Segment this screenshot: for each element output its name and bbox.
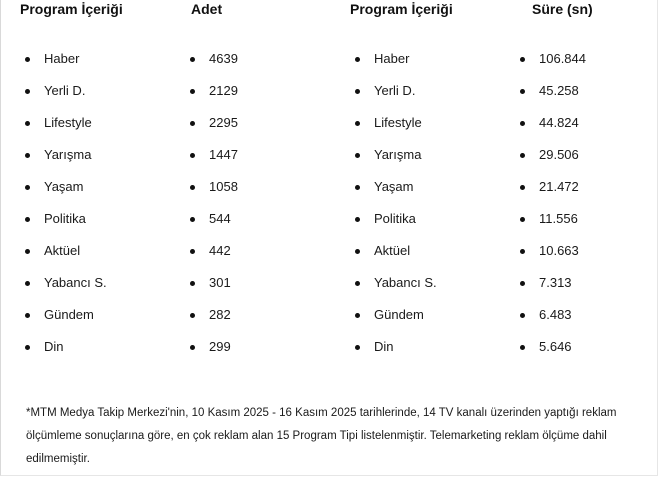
bullet-icon	[355, 185, 360, 190]
list-item	[515, 113, 586, 145]
bullet-icon	[25, 57, 30, 62]
count-value: 2295	[209, 115, 238, 130]
list-item	[515, 177, 586, 209]
bullet-icon	[355, 249, 360, 254]
count-value: 4639	[209, 51, 238, 66]
program-label: Yaşam	[374, 179, 414, 194]
bullet-icon	[520, 345, 525, 350]
bullet-icon	[355, 121, 360, 126]
bullet-icon	[190, 121, 195, 126]
bullet-icon	[25, 121, 30, 126]
bullet-icon	[355, 345, 360, 350]
bullet-icon	[25, 345, 30, 350]
duration-value: 29.506	[539, 147, 579, 162]
bullet-icon	[25, 89, 30, 94]
program-label: Haber	[374, 51, 410, 66]
count-value: 2129	[209, 83, 238, 98]
header-program-content-right: Program İçeriği	[350, 1, 453, 17]
list-item	[515, 209, 586, 241]
bullet-icon	[190, 57, 195, 62]
list-item	[20, 177, 107, 209]
bullet-icon	[355, 89, 360, 94]
program-label: Din	[44, 339, 64, 354]
bullet-icon	[190, 249, 195, 254]
duration-value: 106.844	[539, 51, 586, 66]
bullet-icon	[520, 153, 525, 158]
list-item	[350, 273, 437, 305]
program-label: Aktüel	[374, 243, 411, 258]
bullet-icon	[25, 313, 30, 318]
bullet-icon	[25, 153, 30, 158]
list-item	[515, 337, 586, 369]
list-item	[20, 273, 107, 305]
program-label: Din	[374, 339, 394, 354]
count-value: 299	[209, 339, 231, 354]
bullet-icon	[355, 57, 360, 62]
bullet-icon	[25, 281, 30, 286]
bullet-icon	[190, 153, 195, 158]
list-item	[350, 113, 437, 145]
list-item	[20, 209, 107, 241]
bullet-icon	[520, 217, 525, 222]
list-item	[185, 113, 238, 145]
duration-value: 6.483	[539, 307, 572, 322]
list-item	[185, 305, 238, 337]
list-item	[515, 81, 586, 113]
count-value: 442	[209, 243, 231, 258]
list-item	[515, 273, 586, 305]
program-label: Gündem	[374, 307, 424, 322]
list-item	[350, 49, 437, 81]
bullet-icon	[355, 217, 360, 222]
program-label: Gündem	[44, 307, 94, 322]
list-item	[20, 305, 107, 337]
program-label: Yerli D.	[374, 83, 416, 98]
bullet-icon	[190, 313, 195, 318]
list-item	[20, 113, 107, 145]
list-item	[20, 145, 107, 177]
duration-table-values	[515, 49, 586, 369]
bullet-icon	[520, 313, 525, 318]
list-item	[350, 81, 437, 113]
program-label: Politika	[374, 211, 416, 226]
list-item	[185, 241, 238, 273]
list-item	[515, 305, 586, 337]
bullet-icon	[355, 313, 360, 318]
duration-value: 21.472	[539, 179, 579, 194]
bullet-icon	[520, 281, 525, 286]
list-item	[350, 241, 437, 273]
program-label: Aktüel	[44, 243, 81, 258]
list-item	[20, 49, 107, 81]
program-label: Lifestyle	[44, 115, 92, 130]
header-program-content-left: Program İçeriği	[20, 1, 123, 17]
list-item	[185, 145, 238, 177]
list-item	[20, 337, 107, 369]
bullet-icon	[190, 345, 195, 350]
bullet-icon	[355, 153, 360, 158]
duration-value: 45.258	[539, 83, 579, 98]
list-item	[20, 241, 107, 273]
list-item	[185, 81, 238, 113]
list-item	[185, 49, 238, 81]
list-item	[185, 337, 238, 369]
list-item	[515, 241, 586, 273]
list-item	[350, 145, 437, 177]
program-label: Yabancı S.	[44, 275, 107, 290]
duration-value: 10.663	[539, 243, 579, 258]
list-item	[350, 209, 437, 241]
list-item	[515, 49, 586, 81]
list-item	[20, 81, 107, 113]
list-item	[350, 337, 437, 369]
bullet-icon	[520, 185, 525, 190]
duration-value: 44.824	[539, 115, 579, 130]
count-value: 282	[209, 307, 231, 322]
bullet-icon	[190, 89, 195, 94]
bullet-icon	[520, 57, 525, 62]
duration-value: 7.313	[539, 275, 572, 290]
program-label: Haber	[44, 51, 80, 66]
header-duration: Süre (sn)	[532, 1, 593, 17]
bullet-icon	[25, 217, 30, 222]
header-count: Adet	[191, 1, 223, 17]
list-item	[515, 145, 586, 177]
list-item	[185, 209, 238, 241]
program-label: Yarışma	[44, 147, 92, 162]
program-label: Yarışma	[374, 147, 422, 162]
count-value: 301	[209, 275, 231, 290]
bullet-icon	[520, 249, 525, 254]
program-label: Lifestyle	[374, 115, 422, 130]
bullet-icon	[520, 89, 525, 94]
program-label: Yaşam	[44, 179, 84, 194]
bullet-icon	[190, 185, 195, 190]
count-value: 1058	[209, 179, 238, 194]
bullet-icon	[355, 281, 360, 286]
program-label: Yerli D.	[44, 83, 86, 98]
program-label: Yabancı S.	[374, 275, 437, 290]
list-item	[185, 273, 238, 305]
bullet-icon	[190, 281, 195, 286]
bullet-icon	[25, 249, 30, 254]
duration-table-labels	[350, 49, 437, 369]
bullet-icon	[520, 121, 525, 126]
footnote: *MTM Medya Takip Merkezi'nin, 10 Kasım 2025 - 16 Kasım 2025 tarihlerinde, 14 TV kanalı üzerinden yaptığı reklam ölçümleme sonuçlarına göre, en çok reklam alan 15 Program Tipi listelenmiştir. Telemarketing reklam ölçüme dahil edilmemiştir.	[26, 407, 617, 465]
count-value: 544	[209, 211, 231, 226]
bullet-icon	[25, 185, 30, 190]
bullet-icon	[190, 217, 195, 222]
duration-value: 5.646	[539, 339, 572, 354]
program-label: Politika	[44, 211, 86, 226]
duration-value: 11.556	[539, 211, 578, 226]
list-item	[350, 305, 437, 337]
list-item	[185, 177, 238, 209]
count-value: 1447	[209, 147, 238, 162]
list-item	[350, 177, 437, 209]
count-table-values	[185, 49, 238, 369]
count-table-labels	[20, 49, 107, 369]
